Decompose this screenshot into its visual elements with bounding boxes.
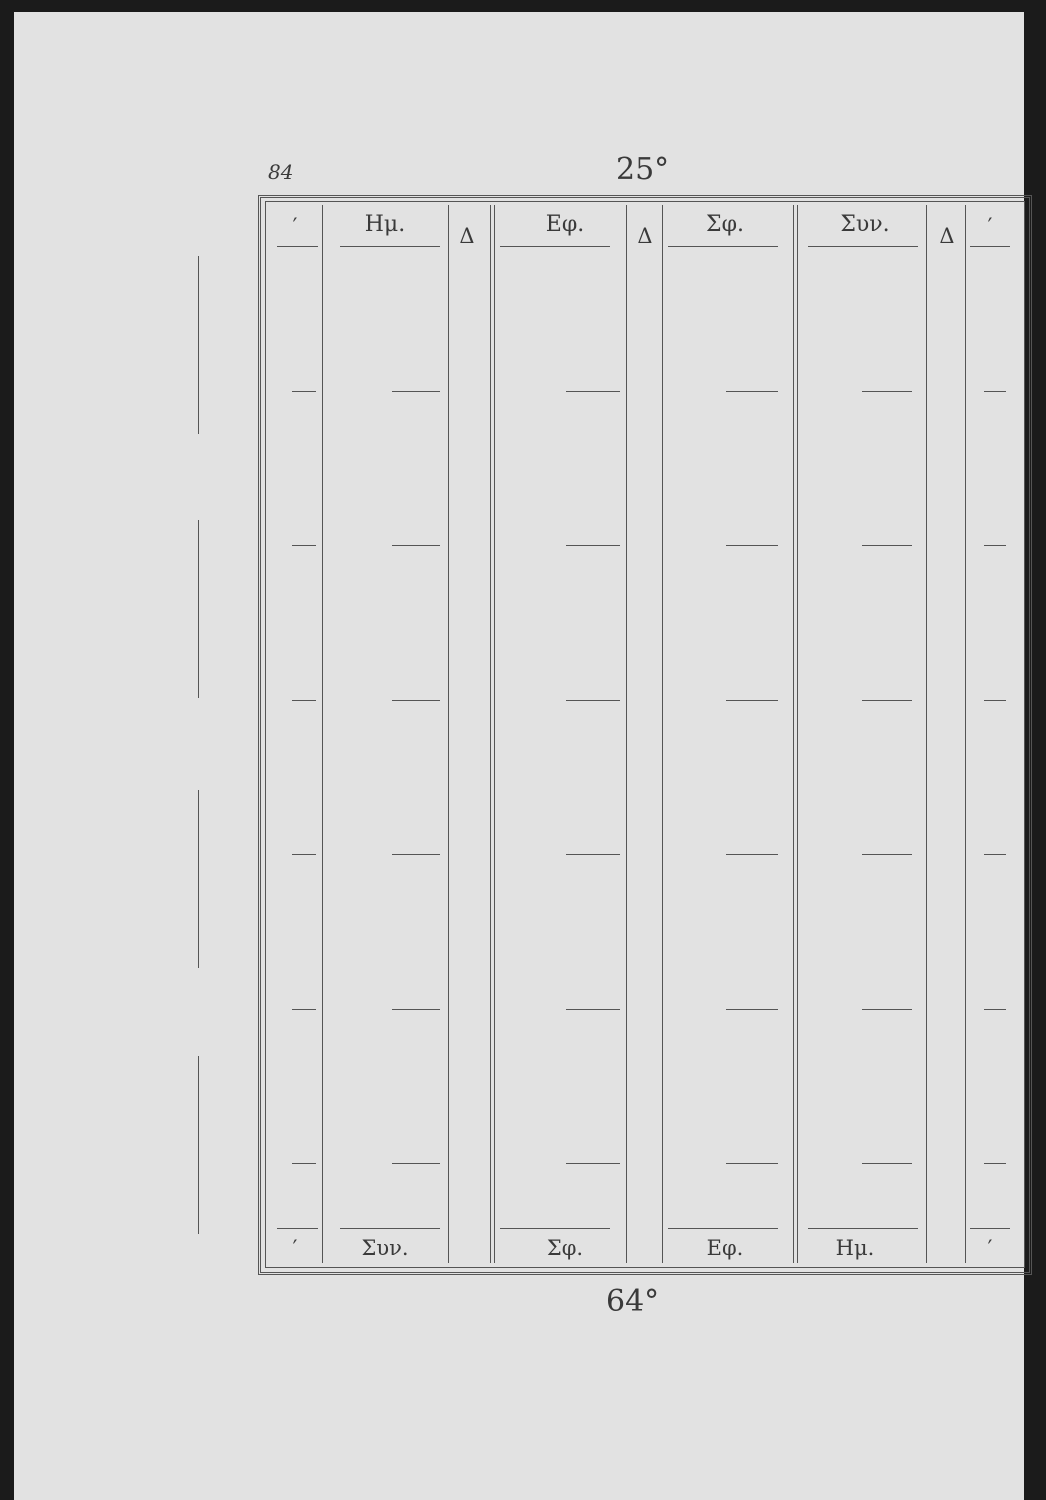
header-rule [970, 246, 1010, 247]
header-minutes: ′ [292, 214, 298, 238]
group-rule [984, 391, 1006, 392]
header-sin: Ημ. [364, 212, 406, 237]
header-rule [668, 246, 778, 247]
footer-rule [808, 1228, 918, 1229]
group-rule [726, 700, 778, 701]
column-rule [926, 205, 927, 1263]
group-rule [392, 854, 440, 855]
group-rule [392, 1009, 440, 1010]
group-rule [566, 545, 620, 546]
group-rule [566, 700, 620, 701]
footer-rule [668, 1228, 778, 1229]
footer-tan-label: Εφ. [706, 1236, 744, 1260]
column-rule [793, 205, 794, 1263]
footer-minutes-right: ′ [987, 1236, 993, 1260]
header-delta-cos: Δ [939, 224, 955, 248]
group-rule [862, 700, 912, 701]
group-rule [984, 1009, 1006, 1010]
header-rule [500, 246, 610, 247]
group-rule [862, 391, 912, 392]
group-rule [862, 545, 912, 546]
group-rule [392, 545, 440, 546]
group-rule [292, 391, 316, 392]
column-rule [322, 205, 323, 1263]
column-rule [797, 205, 798, 1263]
footer-minutes: ′ [292, 1236, 298, 1260]
column-rule [490, 205, 491, 1263]
group-rule [292, 854, 316, 855]
group-rule [726, 1163, 778, 1164]
footer-cos-label: Συν. [361, 1236, 409, 1260]
group-rule [984, 700, 1006, 701]
table-inner-frame [265, 201, 1025, 1268]
header-cot: Σφ. [706, 212, 744, 237]
group-rule [862, 854, 912, 855]
header-rule [340, 246, 440, 247]
footer-rule [277, 1228, 318, 1229]
group-rule [862, 1009, 912, 1010]
column-rule [448, 205, 449, 1263]
header-minutes-right: ′ [987, 214, 993, 238]
group-rule [566, 854, 620, 855]
footer-cot-label: Σφ. [546, 1236, 584, 1260]
degree-heading-top: 25° [616, 152, 670, 187]
group-rule [292, 1009, 316, 1010]
group-rule [726, 545, 778, 546]
group-rule [392, 391, 440, 392]
group-rule [566, 1009, 620, 1010]
group-rule [566, 1163, 620, 1164]
column-rule [626, 205, 627, 1263]
header-delta-sin: Δ [459, 224, 475, 248]
group-rule [726, 854, 778, 855]
footer-rule [500, 1228, 610, 1229]
group-rule [984, 1163, 1006, 1164]
group-rule [862, 1163, 912, 1164]
group-rule [292, 1163, 316, 1164]
group-rule [566, 391, 620, 392]
header-rule [808, 246, 918, 247]
footer-sin-label: Ημ. [835, 1236, 875, 1260]
group-rule [292, 700, 316, 701]
group-rule [984, 854, 1006, 855]
column-rule [662, 205, 663, 1263]
group-rule [392, 1163, 440, 1164]
group-rule [726, 391, 778, 392]
header-tan: Εφ. [545, 212, 585, 237]
column-rule [965, 205, 966, 1263]
group-rule [292, 545, 316, 546]
footer-rule [340, 1228, 440, 1229]
group-rule [392, 700, 440, 701]
header-cos: Συν. [840, 212, 890, 237]
degree-heading-bottom: 64° [606, 1284, 660, 1319]
page-number: 84 [268, 160, 294, 184]
header-rule [277, 246, 318, 247]
column-rule [494, 205, 495, 1263]
group-rule [984, 545, 1006, 546]
group-rule [726, 1009, 778, 1010]
header-delta-tan: Δ [637, 224, 653, 248]
footer-rule [970, 1228, 1010, 1229]
